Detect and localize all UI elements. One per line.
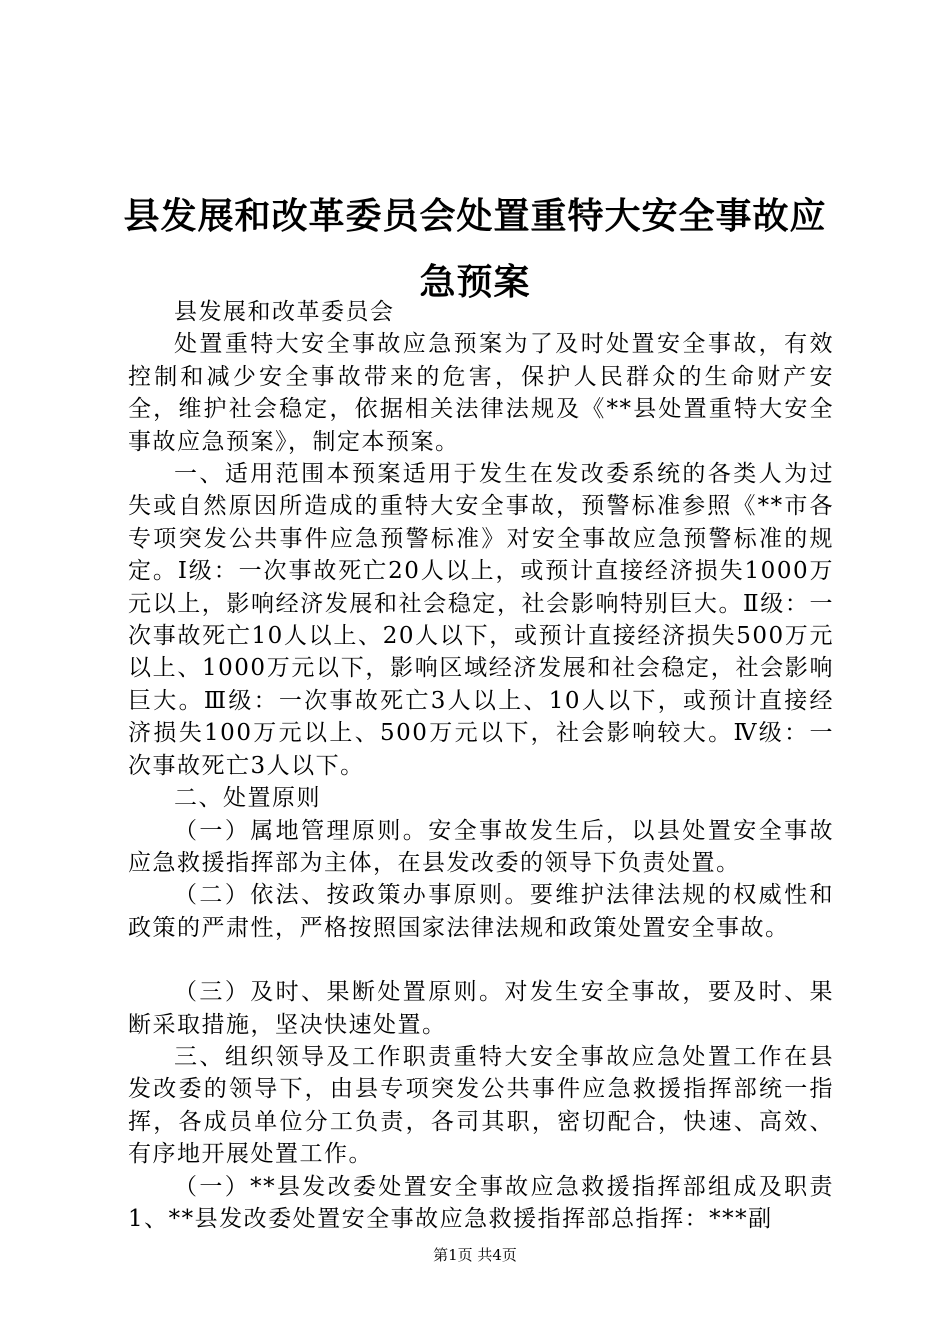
document-title: 县发展和改革委员会处置重特大安全事故应急预案 bbox=[123, 195, 827, 303]
document-body bbox=[128, 296, 834, 1235]
page-footer: 第1页 共4页 bbox=[433, 1246, 517, 1264]
paragraph-command-structure: （一）**县发改委处置安全事故应急救援指挥部组成及职责1、**县发改委处置安全事故应急救援指挥部总指挥：***副 bbox=[128, 1173, 834, 1232]
paragraph-organization: 三、组织领导及工作职责重特大安全事故应急处置工作在县发改委的领导下，由县专项突发公共事件应急救援指挥部统一指挥，各成员单位分工负责，各司其职，密切配合，快速、高效、有序地开展处置工作。 bbox=[128, 1043, 834, 1168]
paragraph-principles-heading: 二、处置原则 bbox=[174, 785, 321, 812]
paragraph-author: 县发展和改革委员会 bbox=[174, 299, 395, 325]
paragraph-principle-2: （二）依法、按政策办事原则。要维护法律法规的权威性和政策的严肃性，严格按照国家法律法规和政策处置安全事故。 bbox=[128, 882, 834, 941]
paragraph-principle-3: （三）及时、果断处置原则。对发生安全事故，要及时、果断采取措施，坚决快速处置。 bbox=[128, 979, 834, 1038]
paragraph-principle-1: （一）属地管理原则。安全事故发生后，以县处置安全事故应急救援指挥部为主体，在县发改委的领导下负责处置。 bbox=[128, 817, 834, 876]
paragraph-scope: 一、适用范围本预案适用于发生在发改委系统的各类人为过失或自然原因所造成的重特大安全事故，预警标准参照《**市各专项突发公共事件应急预警标准》对安全事故应急预警标准的规定。Ⅰ级：一次事故死亡20人以上，或预计直接经济损失1000万元以上，影响经济发展和社会稳定，社会影响特别巨大。Ⅱ级：一次事故死亡10人以上、20人以下，或预计直接经济损失500万元以上、1000万元以下，影响区域经济发展和社会稳定，社会影响巨大。Ⅲ级：一次事故死亡3人以上、10人以下，或预计直接经济损失100万元以上、500万元以下，社会影响较大。Ⅳ级：一次事故死亡3人以下。 bbox=[128, 461, 834, 779]
paragraph-intro: 处置重特大安全事故应急预案为了及时处置安全事故，有效控制和减少安全事故带来的危害，保护人民群众的生命财产安全，维护社会稳定，依据相关法律法规及《**县处置重特大安全事故应急预案》，制定本预案。 bbox=[128, 331, 834, 455]
